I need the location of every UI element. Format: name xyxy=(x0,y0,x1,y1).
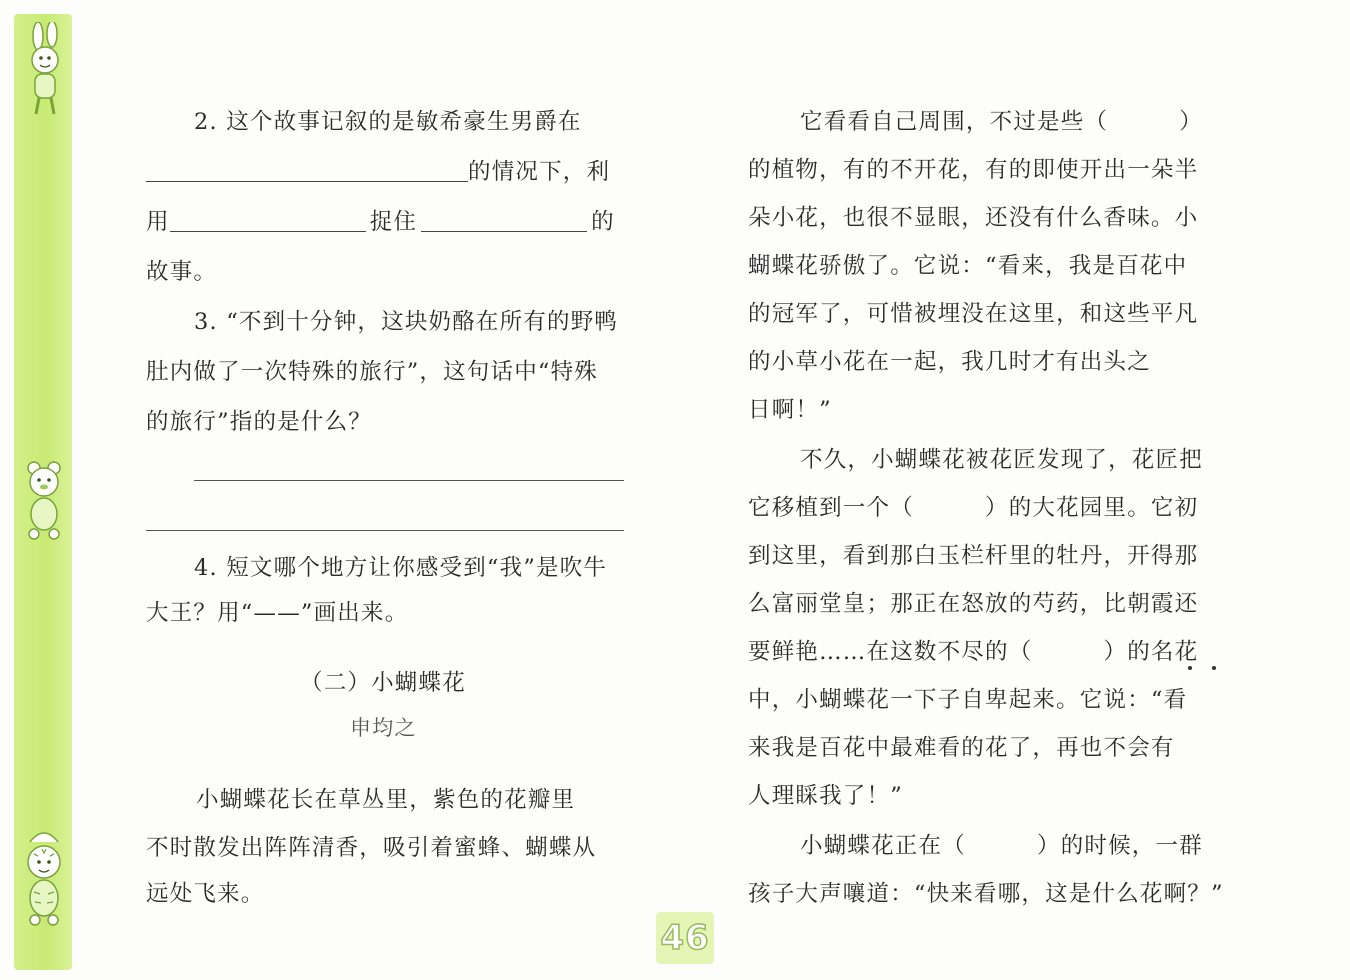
q3-line-2: 肚内做了一次特殊的旅行”，这句话中“特殊 xyxy=(146,359,599,385)
q4-line-2: 大王？用“——”画出来。 xyxy=(146,600,409,626)
q2-blank-1[interactable] xyxy=(146,160,468,182)
page-number-box xyxy=(656,912,714,964)
q2-line-4: 故事。 xyxy=(146,259,218,285)
q3-line-3: 的旅行”指的是什么？ xyxy=(146,409,373,435)
story-right-line-1: 它看看自己周围，不过是些（ ） xyxy=(800,109,1203,135)
story-right-line-12: 要鲜艳……在这数不尽的（ ）的名花 xyxy=(748,639,1199,665)
story-right-line-5: 的冠军了，可惜被埋没在这里，和这些平凡 xyxy=(748,301,1199,327)
story-right-line-11: 么富丽堂皇；那正在怒放的芍药，比朝霞还 xyxy=(748,591,1199,617)
story-para1-line-1: 小蝴蝶花长在草丛里，紫色的花瓣里 xyxy=(196,787,576,813)
q2-text-use: 用 xyxy=(146,209,170,235)
story-right-line-13: 中，小蝴蝶花一下子自卑起来。它说：“看 xyxy=(748,687,1188,713)
story-right-line-15: 人理睬我了！” xyxy=(748,783,903,809)
decorative-side-strip xyxy=(14,14,72,970)
story-right-line-4: 蝴蝶花骄傲了。它说：“看来，我是百花中 xyxy=(748,253,1188,279)
story-title: （二）小蝴蝶花 xyxy=(300,670,466,696)
page-number: 46 xyxy=(660,918,710,958)
story-right-line-17: 孩子大声嚷道：“快来看哪，这是什么花啊？” xyxy=(748,881,1224,907)
q2-text-catch: 捉住 xyxy=(369,209,418,235)
emphasis-dot xyxy=(1212,666,1216,670)
story-right-line-6: 的小草小花在一起，我几时才有出头之 xyxy=(748,349,1151,375)
story-para1-line-2: 不时散发出阵阵清香，吸引着蜜蜂、蝴蝶从 xyxy=(146,835,597,861)
story-author: 申均之 xyxy=(350,716,417,740)
bear-mascot-icon xyxy=(20,454,68,544)
story-right-line-10: 到这里，看到那白玉栏杆里的牡丹，开得那 xyxy=(748,543,1199,569)
story-right-line-7: 日啊！” xyxy=(748,397,832,423)
q2-line-2 xyxy=(146,154,610,186)
emphasis-dot xyxy=(1188,666,1192,670)
q3-answer-line-1[interactable] xyxy=(194,480,624,481)
rabbit-mascot-icon xyxy=(20,22,68,122)
story-right-line-2: 的植物，有的不开花，有的即使开出一朵半 xyxy=(748,157,1199,183)
story-right-line-9: 它移植到一个（ ）的大花园里。它初 xyxy=(748,495,1199,521)
tiger-mascot-icon xyxy=(20,822,68,932)
q2-line-1: 2. 这个故事记叙的是敏希豪生男爵在 xyxy=(194,109,582,135)
story-para1-line-3: 远处飞来。 xyxy=(146,881,265,907)
story-right-line-16: 小蝴蝶花正在（ ）的时候，一群 xyxy=(800,833,1203,859)
q2-line-3 xyxy=(146,204,615,236)
story-right-line-3: 朵小花，也很不显眼，还没有什么香味。小 xyxy=(748,205,1199,231)
q2-blank-3[interactable] xyxy=(421,210,587,232)
q2-text-de: 的 xyxy=(591,209,615,235)
story-right-line-14: 来我是百花中最难看的花了，再也不会有 xyxy=(748,735,1175,761)
story-right-line-8: 不久，小蝴蝶花被花匠发现了，花匠把 xyxy=(800,447,1203,473)
q3-answer-line-2[interactable] xyxy=(146,530,624,531)
q4-line-1: 4. 短文哪个地方让你感受到“我”是吹牛 xyxy=(194,555,608,581)
q2-blank-2[interactable] xyxy=(170,210,366,232)
q2-line-2-text: 的情况下，利 xyxy=(468,159,611,185)
q3-line-1: 3. “不到十分钟，这块奶酪在所有的野鸭 xyxy=(194,309,619,335)
